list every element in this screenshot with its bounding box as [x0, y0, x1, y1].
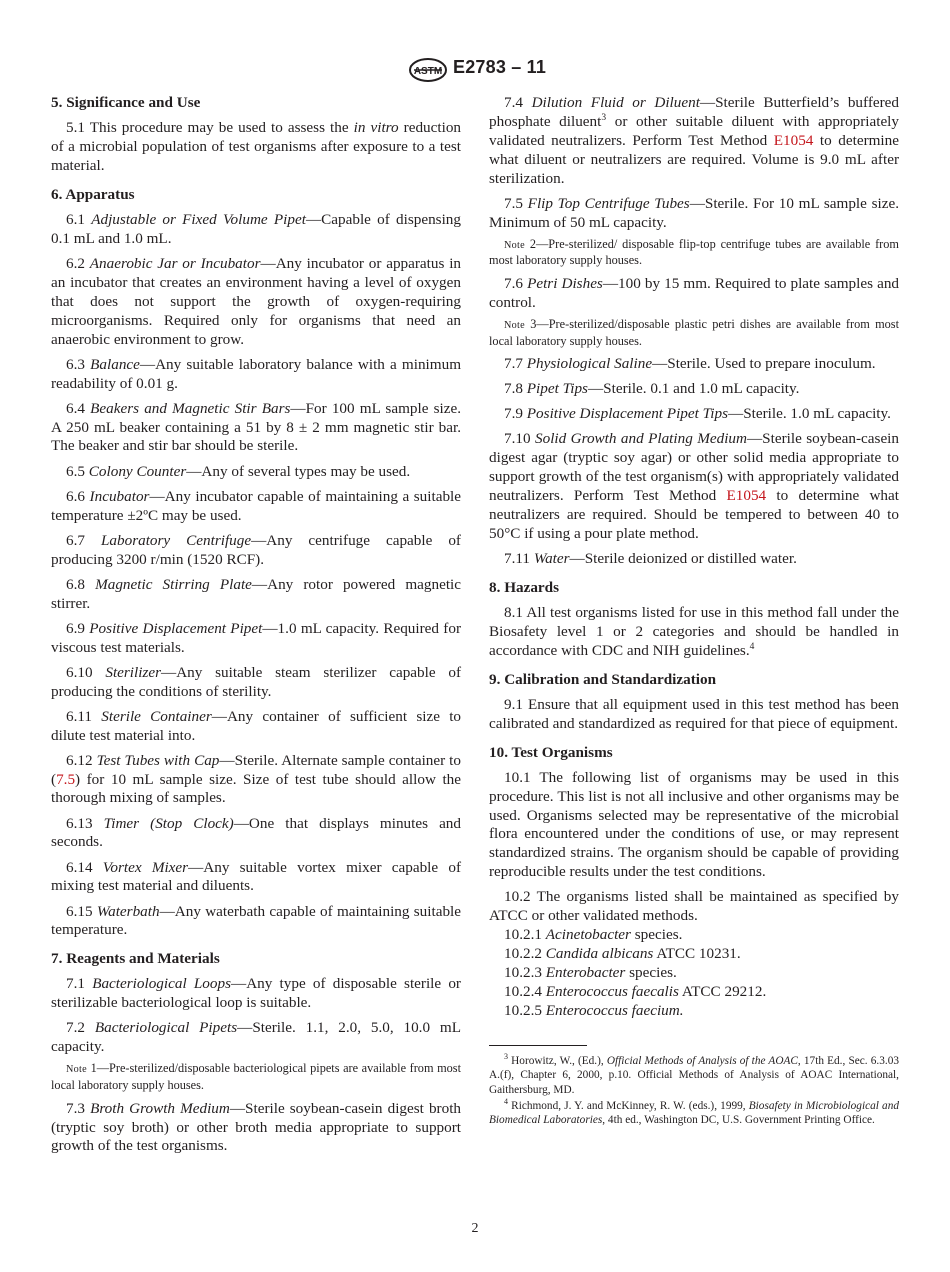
- section-heading: 6. Apparatus: [51, 185, 135, 203]
- paragraph-6-5: 6.5 Colony Counter—Any of several types may be used.: [66, 462, 411, 480]
- materials-list: [489, 355, 899, 424]
- paragraph-6-14: 6.14 Vortex Mixer—Any suitable vortex mixer capable of mixing test material and diluents.: [51, 858, 461, 895]
- list-item: 10.2.2 Candida albicans ATCC 10231.: [504, 945, 741, 963]
- paragraph-7-3: 7.3 Broth Growth Medium—Sterile soybean-casein digest broth (tryptic soy broth) or other broth media appropriate to support growth of the test organisms.: [51, 1099, 462, 1155]
- paragraph-7-5: 7.5 Flip Top Centrifuge Tubes—Sterile. For 10 mL sample size. Minimum of 50 mL capacity.: [489, 194, 899, 231]
- paragraph-6-4: 6.4 Beakers and Magnetic Stir Bars—For 100 mL sample size. A 250 mL beaker containing a 51 by 8 ± 2 mm magnetic stir bar. The beaker and stir bar should be sterile.: [51, 399, 462, 455]
- paragraph-7-6: 7.6 Petri Dishes—100 by 15 mm. Required to plate samples and control.: [489, 274, 900, 311]
- standard-link[interactable]: E1054: [726, 487, 767, 505]
- section-heading: 7. Reagents and Materials: [51, 950, 220, 968]
- astm-logo-icon: [408, 58, 448, 82]
- left-column: [51, 94, 461, 1163]
- page-number: 2: [471, 1221, 479, 1236]
- section-heading: 8. Hazards: [489, 578, 560, 596]
- paragraph-6-6: 6.6 Incubator—Any incubator capable of maintaining a suitable temperature ±2ºC may be used.: [51, 487, 462, 524]
- paragraph-10-2: 10.2 The organisms listed shall be maintained as specified by ATCC or other validated methods.: [489, 888, 899, 925]
- note-2: Note 2—Pre-sterilized/ disposable flip-top centrifuge tubes are available from most laboratory supply houses.: [489, 236, 899, 268]
- paragraph-6-12: 6.12 Test Tubes with Cap—Sterile. Alternate sample container to (7.5) for 10 mL sample size. Size of test tube should allow the thorough mixing of samples.: [51, 751, 461, 807]
- footnote-divider: [489, 1045, 587, 1046]
- paragraph-6-3: 6.3 Balance—Any suitable laboratory balance with a minimum readability of 0.01 g.: [51, 355, 462, 392]
- list-item: 10.2.1 Acinetobacter species.: [504, 926, 683, 944]
- paragraph-6-2: 6.2 Anaerobic Jar or Incubator—Any incubator or apparatus in an incubator that creates an environment having a level of oxygen that does not support the growth of oxygen-requiring microorganisms. Required only for organisms that need an anaerobic environment to grow.: [51, 254, 462, 348]
- paragraph-7-9: 7.9 Positive Displacement Pipet Tips—Sterile. 1.0 mL capacity.: [504, 405, 891, 423]
- organism-list: [489, 926, 899, 1021]
- paragraph-7-8: 7.8 Pipet Tips—Sterile. 0.1 and 1.0 mL capacity.: [504, 380, 800, 398]
- paragraph-7-10: 7.10 Solid Growth and Plating Medium—Sterile soybean-casein digest agar (tryptic soy agar) or other solid media appropriate to support growth of the test organism(s) with appropriately validated neutralizers. Perform Test Method E1054 to determine what neutralizers are required. Should be tempered to between 40 to 50°C if using a pour plate method.: [489, 430, 899, 542]
- paragraph-6-11: 6.11 Sterile Container—Any container of sufficient size to dilute test material into.: [51, 707, 462, 744]
- paragraph-10-1: 10.1 The following list of organisms may be used in this procedure. This list is not all inclusive and other organisms may be used. Organisms selected may be representative of the microbial flora encountered under the conditions of use, or may represent standardized strains. The organism should be capable of providing reproducible results under the test conditions.: [489, 768, 899, 881]
- list-item: 10.2.3 Enterobacter species.: [504, 963, 677, 981]
- list-item: 10.2.5 Enterococcus faecium.: [504, 1001, 684, 1019]
- standard-link[interactable]: E1054: [773, 131, 814, 149]
- paragraph-7-7: 7.7 Physiological Saline—Sterile. Used to prepare inoculum.: [504, 355, 876, 373]
- page-header: [0, 58, 950, 84]
- right-column: [489, 94, 899, 1130]
- paragraph-6-15: 6.15 Waterbath—Any waterbath capable of maintaining suitable temperature.: [51, 902, 462, 939]
- paragraph-8-1: 8.1 All test organisms listed for use in this method fall under the Biosafety level 1 or 2 categories and should be handled in accordance with CDC and NIH guidelines.$^4$: [489, 604, 899, 659]
- footnote-4: $^4$ Richmond, J. Y. and McKinney, R. W. (eds.), 1999, Biosafety in Microbiological and Biomedical Laboratories, 4th ed., Washington DC, U.S. Government Printing Office.: [489, 1097, 899, 1127]
- paragraph-6-10: 6.10 Sterilizer—Any suitable steam sterilizer capable of producing the conditions of sterility.: [51, 663, 462, 700]
- paragraph-6-13: 6.13 Timer (Stop Clock)—One that displays minutes and seconds.: [51, 814, 461, 851]
- section-heading: 10. Test Organisms: [489, 743, 613, 761]
- paragraph-6-9: 6.9 Positive Displacement Pipet—1.0 mL capacity. Required for viscous test materials.: [51, 619, 462, 656]
- section-link[interactable]: 7.5: [56, 770, 76, 788]
- apparatus-list: [51, 211, 461, 746]
- paragraph-6-7: 6.7 Laboratory Centrifuge—Any centrifuge capable of producing 3200 r/min (1520 RCF).: [51, 531, 461, 568]
- section-heading: 9. Calibration and Standardization: [489, 670, 717, 688]
- paragraph-7-4: 7.4 Dilution Fluid or Diluent—Sterile Butterfield’s buffered phosphate diluent$^3$ or other suitable diluent with appropriately validated neutralizers. Perform Test Method E1054 to determine what diluent or neutralizers are required. Volume is 9.0 mL after sterilization.: [489, 94, 900, 187]
- note-3: Note 3—Pre-sterilized/disposable plastic petri dishes are available from most local laboratory supply houses.: [489, 316, 899, 348]
- paragraph-7-2: 7.2 Bacteriological Pipets—Sterile. 1.1, 2.0, 5.0, 10.0 mL capacity.: [51, 1019, 461, 1056]
- section-heading: 5. Significance and Use: [51, 94, 201, 111]
- paragraph-6-1: 6.1 Adjustable or Fixed Volume Pipet—Capable of dispensing 0.1 mL and 1.0 mL.: [51, 210, 461, 247]
- footnote-3: $^3$ Horowitz, W., (Ed.), Official Methods of Analysis of the AOAC, 17th Ed., Sec. 6.3.03 A.(f), Chapter 6, 2000, p.10. Official Methods of Analysis of AOAC International, Gaithersburg, MD.: [489, 1051, 899, 1096]
- paragraph-7-1: 7.1 Bacteriological Loops—Any type of disposable sterile or sterilizable bacteriological loop is suitable.: [51, 975, 461, 1012]
- paragraph-6-8: 6.8 Magnetic Stirring Plate—Any rotor powered magnetic stirrer.: [51, 575, 461, 612]
- svg-text:ASTM: ASTM: [413, 66, 443, 77]
- document-id: E2783 – 11: [453, 57, 547, 77]
- list-item: 10.2.4 Enterococcus faecalis ATCC 29212.: [504, 982, 767, 1000]
- apparatus-list-cont: [51, 815, 461, 941]
- paragraph-7-11: 7.11 Water—Sterile deionized or distilled water.: [504, 550, 797, 567]
- paragraph-5-1: 5.1 This procedure may be used to assess the in vitro reduction of a microbial population of test organisms after exposure to a test material.: [51, 119, 462, 174]
- note-1: Note 1—Pre-sterilized/disposable bacteriological pipets are available from most local laboratory supply houses.: [51, 1061, 461, 1093]
- paragraph-9-1: 9.1 Ensure that all equipment used in this test method has been calibrated and standardized as required for that piece of equipment.: [489, 695, 899, 732]
